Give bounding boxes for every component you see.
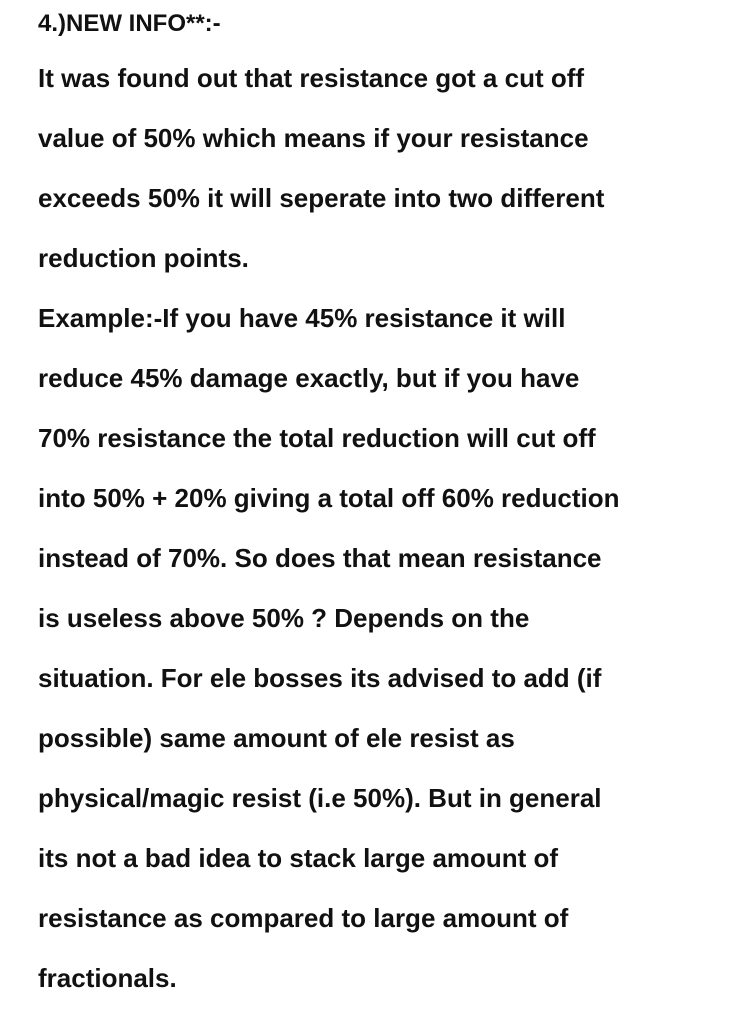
text-line: 70% resistance the total reduction will cut off — [38, 423, 596, 453]
text-line: instead of 70%. So does that mean resistance — [38, 543, 602, 573]
text-line: possible) same amount of ele resist as — [38, 723, 515, 753]
text-line: is useless above 50% ? Depends on the — [38, 603, 530, 633]
text-line: exceeds 50% it will seperate into two different — [38, 183, 605, 213]
text-line: its not a bad idea to stack large amount of — [38, 843, 559, 873]
text-line: reduction points. — [38, 243, 249, 273]
section-heading: 4.)NEW INFO**:- — [38, 10, 221, 37]
document-body — [38, 0, 738, 1008]
text-line: value of 50% which means if your resistance — [38, 123, 589, 153]
text-line: fractionals. — [38, 963, 177, 993]
text-line: physical/magic resist (i.e 50%). But in general — [38, 783, 602, 813]
text-line: into 50% + 20% giving a total off 60% reduction — [38, 483, 620, 513]
text-line: Example:-If you have 45% resistance it will — [38, 303, 566, 333]
text-line: reduce 45% damage exactly, but if you have — [38, 363, 580, 393]
text-line: situation. For ele bosses its advised to add (if — [38, 663, 602, 693]
text-line: It was found out that resistance got a cut off — [38, 63, 585, 93]
text-line: resistance as compared to large amount of — [38, 903, 569, 933]
